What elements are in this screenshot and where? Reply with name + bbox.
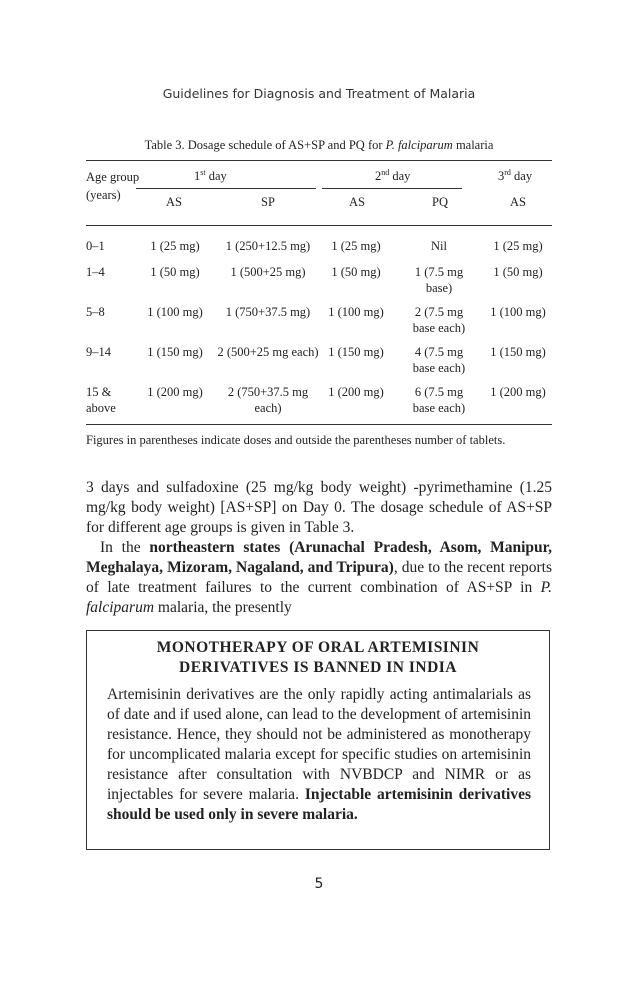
header-sp: SP xyxy=(261,195,275,209)
body-paragraph-2: In the northeastern states (Arunachal Pradesh, Asom, Manipur, Meghalaya, Mizoram, Nagaland, and Tripura), due to the recent reports of late treatment failures to the current combination of AS+SP in P. falciparum malaria, the presently xyxy=(86,539,552,616)
cell-age: 1–4 xyxy=(86,265,105,279)
table-head-rule xyxy=(86,225,552,226)
cell-as-day3: 1 (200 mg) xyxy=(490,385,546,399)
table-caption: Table 3. Dosage schedule of AS+SP and PQ for P. falciparum malaria xyxy=(144,138,494,152)
cell-as-day1: 1 (200 mg) xyxy=(147,385,203,399)
cell-pq: 6 (7.5 mg base each) xyxy=(412,385,466,415)
box-body-text: Artemisinin derivatives are the only rapidly acting antimalarials as of date and if used alone, can lead to the development of artemisinin resistance. Hence, they should not be administered as monotherapy for uncomplicated malaria except for specific studies on artemisinin resistance after consultation with NVBDCP and NIMR or as injectables for severe malaria. Injectable artemisinin derivatives should be used only in severe malaria. xyxy=(107,686,532,823)
day1-rule xyxy=(136,188,316,189)
header-day3: 3rd day xyxy=(498,167,533,183)
header-age: Age group (years) xyxy=(86,170,140,202)
page-number: 5 xyxy=(314,876,324,892)
header-pq: PQ xyxy=(432,195,448,209)
header-as-day3: AS xyxy=(510,195,526,209)
box-title-line-1: MONOTHERAPY OF ORAL ARTEMISININ xyxy=(156,639,480,656)
cell-age: 5–8 xyxy=(86,305,105,319)
header-as-day2: AS xyxy=(349,195,365,209)
table-top-rule xyxy=(86,160,552,161)
header-as-day1: AS xyxy=(166,195,182,209)
cell-sp: 1 (250+12.5 mg) xyxy=(225,239,311,253)
cell-age: 0–1 xyxy=(86,239,105,253)
cell-age: 15 & above xyxy=(86,385,116,415)
box-title-line-2: DERIVATIVES IS BANNED IN INDIA xyxy=(179,659,457,676)
table-footnote: Figures in parentheses indicate doses and outside the parentheses number of tablets. xyxy=(86,433,506,447)
cell-sp: 1 (500+25 mg) xyxy=(230,265,306,279)
cell-as-day3: 1 (100 mg) xyxy=(490,305,546,319)
running-header: Guidelines for Diagnosis and Treatment of Malaria xyxy=(162,86,476,101)
day2-rule xyxy=(322,188,462,189)
cell-as-day3: 1 (150 mg) xyxy=(490,345,546,359)
cell-pq: 1 (7.5 mg base) xyxy=(414,265,464,295)
cell-pq: Nil xyxy=(431,239,447,253)
cell-as-day1: 1 (150 mg) xyxy=(147,345,203,359)
cell-as-day1: 1 (100 mg) xyxy=(147,305,203,319)
cell-as-day2: 1 (150 mg) xyxy=(328,345,384,359)
cell-as-day2: 1 (100 mg) xyxy=(328,305,384,319)
cell-as-day1: 1 (25 mg) xyxy=(150,239,200,253)
cell-sp: 2 (750+37.5 mg each) xyxy=(227,385,309,415)
monotherapy-warning-box xyxy=(86,630,550,850)
header-day1: 1st day xyxy=(194,167,227,183)
cell-as-day2: 1 (50 mg) xyxy=(331,265,381,279)
cell-as-day1: 1 (50 mg) xyxy=(150,265,200,279)
cell-age: 9–14 xyxy=(86,345,111,359)
body-paragraph-1: 3 days and sulfadoxine (25 mg/kg body weight) -pyrimethamine (1.25 mg/kg body weight) [AS+SP] on Day 0. The dosage schedule of AS+SP for different age groups is given in Table 3. xyxy=(86,479,552,536)
cell-pq: 4 (7.5 mg base each) xyxy=(412,345,466,375)
cell-sp: 1 (750+37.5 mg) xyxy=(225,305,311,319)
cell-sp: 2 (500+25 mg each) xyxy=(217,345,319,359)
cell-as-day3: 1 (25 mg) xyxy=(493,239,543,253)
cell-as-day2: 1 (25 mg) xyxy=(331,239,381,253)
table-bottom-rule xyxy=(86,424,552,425)
cell-pq: 2 (7.5 mg base each) xyxy=(412,305,466,335)
header-day2: 2nd day xyxy=(375,167,411,183)
cell-as-day3: 1 (50 mg) xyxy=(493,265,543,279)
cell-as-day2: 1 (200 mg) xyxy=(328,385,384,399)
